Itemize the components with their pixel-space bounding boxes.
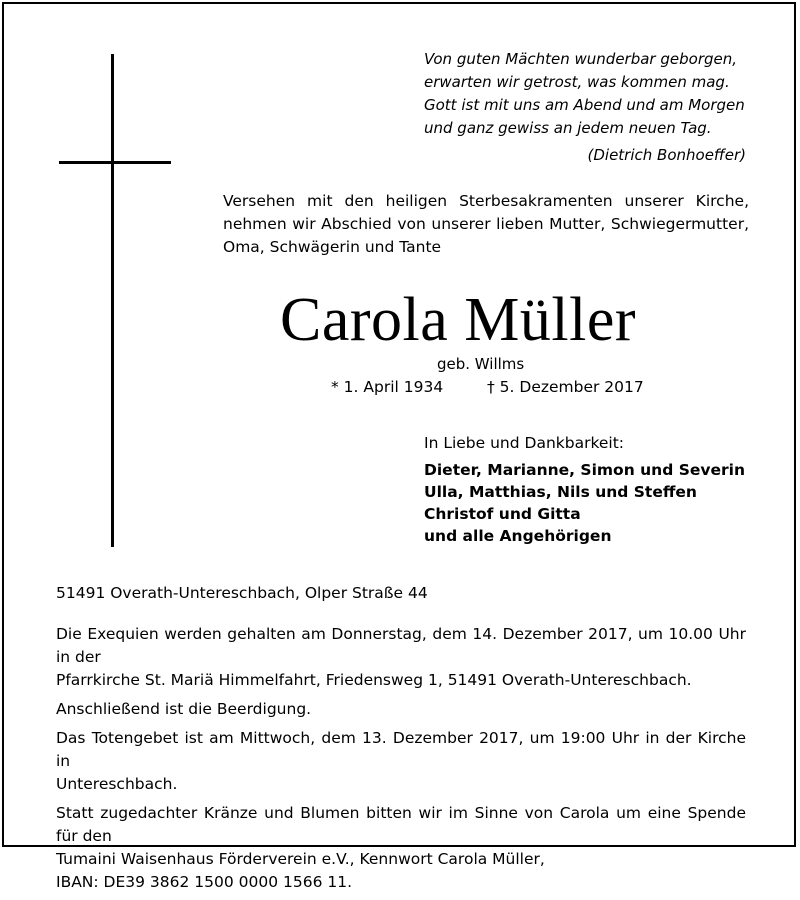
quote-line: und ganz gewiss an jedem neuen Tag.	[424, 119, 712, 137]
death-date: † 5. Dezember 2017	[487, 378, 644, 396]
notice-line: Untereschbach.	[56, 775, 178, 793]
service-notices	[56, 623, 746, 900]
family-address: 51491 Overath-Untereschbach, Olper Straße 44	[56, 584, 428, 602]
birth-name: geb. Willms	[437, 355, 525, 373]
notice-line: Pfarrkirche St. Mariä Himmelfahrt, Friedensweg 1, 51491 Overath-Untereschbach.	[56, 671, 692, 689]
quote-author: (Dietrich Bonhoeffer)	[587, 146, 746, 164]
mourner-line: Ulla, Matthias, Nils und Steffen	[424, 483, 697, 501]
quote-line: Von guten Mächten wunderbar geborgen,	[424, 50, 738, 68]
burial-notice	[56, 698, 746, 721]
notice-line: Anschließend ist die Beerdigung.	[56, 700, 312, 718]
bonhoeffer-quote	[424, 48, 754, 167]
mourner-line: und alle Angehörigen	[424, 527, 612, 545]
prayer-notice	[56, 727, 746, 796]
intro-text: Versehen mit den heiligen Sterbesakramenten unserer Kirche, nehmen wir Abschied von unserer lieben Mutter, Schwiegermutter, Oma, Schwägerin und Tante	[223, 192, 749, 256]
notice-line: Statt zugedachter Kränze und Blumen bitten wir im Sinne von Carola um eine Spende für den	[56, 804, 746, 845]
quote-line: Gott ist mit uns am Abend und am Morgen	[424, 96, 745, 114]
notice-line: Tumaini Waisenhaus Förderverein e.V., Kennwort Carola Müller,	[56, 850, 545, 868]
notice-line: IBAN: DE39 3862 1500 0000 1566 11.	[56, 873, 353, 891]
exequien-notice	[56, 623, 746, 692]
deceased-name: Carola Müller	[280, 286, 637, 354]
cross-icon-horizontal	[59, 161, 171, 164]
donation-notice	[56, 802, 746, 894]
cross-icon-vertical	[111, 54, 114, 547]
thanks-heading: In Liebe und Dankbarkeit:	[424, 434, 625, 452]
notice-line: Das Totengebet ist am Mittwoch, dem 13. Dezember 2017, um 19:00 Uhr in der Kirche in	[56, 729, 746, 770]
mourner-line: Christof und Gitta	[424, 505, 581, 523]
mourner-line: Dieter, Marianne, Simon und Severin	[424, 461, 745, 479]
birth-date: * 1. April 1934	[331, 378, 444, 396]
mourners-list	[424, 459, 745, 547]
notice-line: Die Exequien werden gehalten am Donnerstag, dem 14. Dezember 2017, um 10.00 Uhr in der	[56, 625, 746, 666]
quote-line: erwarten wir getrost, was kommen mag.	[424, 73, 730, 91]
